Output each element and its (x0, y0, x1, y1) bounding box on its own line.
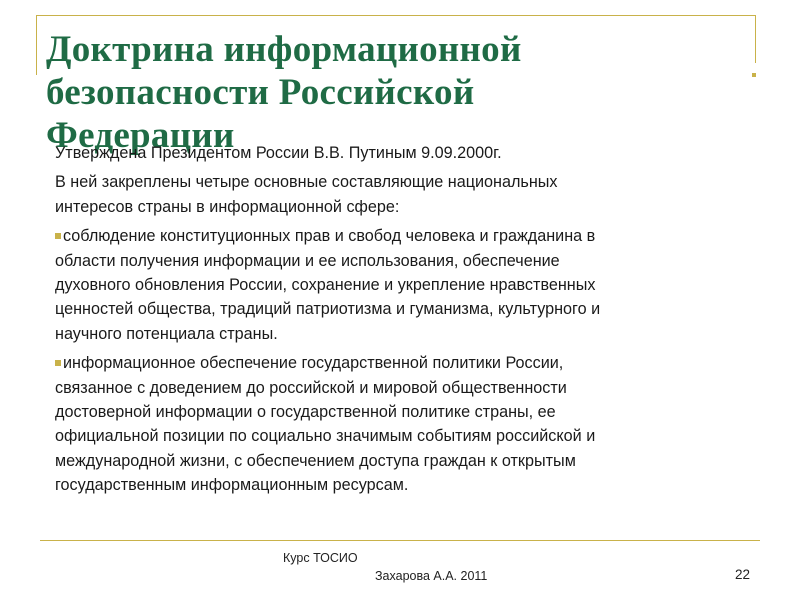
bullet1-line-1-text: соблюдение конституционных прав и свобод человека и гражданина в (63, 227, 596, 246)
intro-text (55, 141, 755, 165)
bottom-divider-line (40, 540, 760, 541)
bullet1-line-3: духовного обновления России, сохранение и укрепление нравственных (55, 276, 596, 295)
page-number: 22 (735, 567, 751, 582)
paragraph-text (55, 170, 755, 219)
bullet-square-icon (55, 360, 61, 366)
left-border-line (36, 15, 37, 75)
bullet1-line-2: области получения информации и ее использования, обеспечение (55, 251, 560, 270)
paragraph-line-1: В ней закреплены четыре основные составляющие национальных (55, 173, 558, 192)
footer-course: Курс ТОСИО (283, 551, 358, 565)
slide-content (55, 141, 755, 503)
bullet2-line-4: официальной позиции по социально значимым событиям российской и (55, 427, 596, 446)
slide-title (46, 28, 746, 157)
title-line-2: безопасности Российской (46, 72, 475, 113)
intro-line: Утверждена Президентом России В.В. Путиным 9.09.2000г. (55, 144, 502, 162)
bullet-item-1 (55, 224, 755, 346)
bullet2-line-5: международной жизни, с обеспечением доступа граждан к открытым (55, 451, 576, 470)
bullet-item-2 (55, 351, 755, 497)
right-border-line (755, 15, 756, 63)
title-line-3: Федерации (46, 115, 235, 156)
bullet2-line-6: государственным информационным ресурсам. (55, 476, 409, 495)
footer-author: Захарова А.А. 2011 (375, 569, 488, 583)
bullet2-line-2: связанное с доведением до российской и мировой общественности (55, 378, 567, 397)
paragraph-line-2: интересов страны в информационной сфере: (55, 197, 400, 216)
bullet2-line-1-text: информационное обеспечение государственной политики России, (63, 354, 564, 373)
title-line-1: Доктрина информационной (46, 29, 522, 70)
bullet-square-icon (55, 233, 61, 239)
accent-square (752, 73, 756, 77)
bullet1-line-1 (55, 224, 755, 248)
bullet2-line-1 (55, 351, 755, 375)
bullet1-line-4: ценностей общества, традиций патриотизма и гуманизма, культурного и (55, 300, 601, 319)
top-border-line (36, 15, 756, 16)
bullet2-line-3: достоверной информации о государственной политике страны, ее (55, 403, 556, 422)
bullet1-line-5: научного потенциала страны. (55, 324, 278, 343)
